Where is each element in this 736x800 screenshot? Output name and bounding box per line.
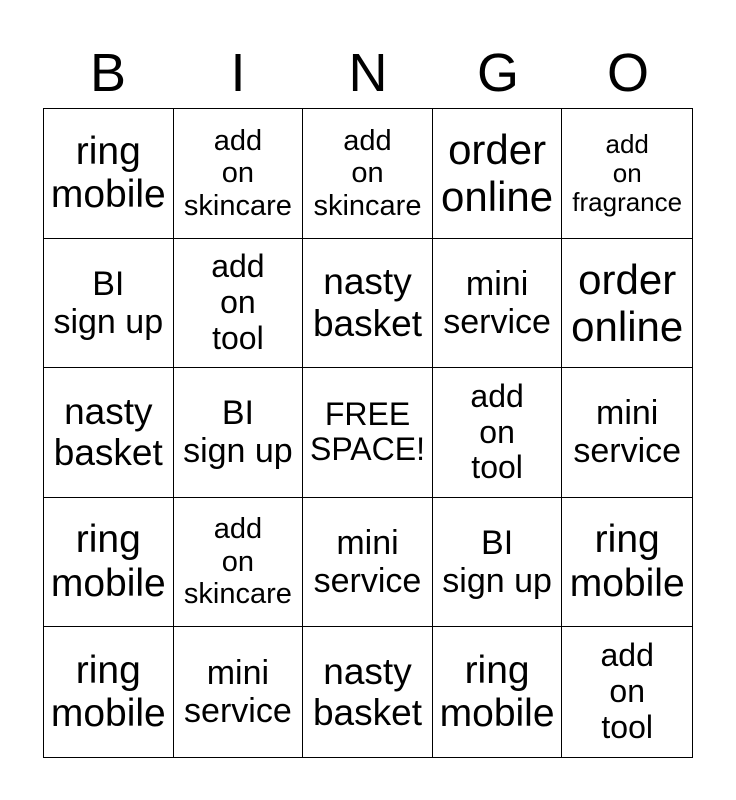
bingo-cell-text: on xyxy=(221,545,255,578)
bingo-cell-text: order xyxy=(578,255,677,303)
bingo-cell-text: basket xyxy=(312,302,422,344)
bingo-cell-text: on xyxy=(351,157,384,190)
bingo-cell-text: tool xyxy=(471,449,523,486)
header-letter-o: O xyxy=(606,43,649,103)
bingo-cell-text: ring xyxy=(75,518,141,562)
bingo-cell-text: mobile xyxy=(50,173,166,217)
bingo-cell-text: mini xyxy=(206,654,270,693)
bingo-cell[interactable] xyxy=(433,498,563,628)
bingo-cell-free-space[interactable] xyxy=(303,368,433,498)
bingo-cell-text: nasty xyxy=(323,650,412,692)
bingo-cell-text: online xyxy=(441,173,554,221)
bingo-cell[interactable] xyxy=(303,498,433,628)
bingo-cell-text: SPACE! xyxy=(309,431,425,468)
header-letter-i: I xyxy=(230,43,246,103)
bingo-cell[interactable] xyxy=(562,368,692,498)
header-letter-b: B xyxy=(89,43,127,103)
bingo-cell-text: add xyxy=(470,377,524,414)
bingo-cell-text: nasty xyxy=(64,391,153,433)
bingo-cell-text: fragrance xyxy=(572,186,683,217)
bingo-cell[interactable] xyxy=(562,109,692,239)
bingo-cell[interactable] xyxy=(433,627,563,757)
bingo-cell[interactable] xyxy=(44,239,174,369)
bingo-cell-text: add xyxy=(213,124,263,157)
bingo-cell-text: mobile xyxy=(439,692,555,736)
bingo-cell-text: service xyxy=(313,562,422,601)
bingo-cell[interactable] xyxy=(174,109,304,239)
bingo-cell[interactable] xyxy=(562,239,692,369)
bingo-cell-text: mobile xyxy=(50,692,166,736)
bingo-header xyxy=(43,40,693,106)
bingo-cell-text: online xyxy=(571,302,684,350)
bingo-cell-text: mobile xyxy=(569,562,685,606)
bingo-cell-text: ring xyxy=(594,518,660,562)
bingo-cell-text: on xyxy=(609,673,645,710)
bingo-cell-text: on xyxy=(220,283,256,320)
bingo-cell-text: basket xyxy=(312,692,422,734)
bingo-cell[interactable] xyxy=(303,109,433,239)
bingo-cell-text: basket xyxy=(53,432,163,474)
bingo-grid xyxy=(43,108,693,758)
bingo-cell[interactable] xyxy=(303,627,433,757)
bingo-cell-text: BI xyxy=(92,264,125,303)
bingo-cell[interactable] xyxy=(174,498,304,628)
bingo-cell[interactable] xyxy=(562,627,692,757)
bingo-cell-text: on xyxy=(612,157,642,188)
bingo-cell-text: mini xyxy=(465,264,529,303)
bingo-cell-text: on xyxy=(221,157,255,190)
bingo-cell-text: service xyxy=(184,692,292,731)
bingo-cell-text: skincare xyxy=(313,189,422,222)
bingo-cell-text: mini xyxy=(336,524,399,563)
bingo-cell-text: BI xyxy=(481,524,514,563)
bingo-cell[interactable] xyxy=(174,627,304,757)
bingo-cell-text: mobile xyxy=(50,562,166,606)
bingo-cell-text: tool xyxy=(212,319,264,356)
bingo-cell-text: add xyxy=(600,637,654,674)
bingo-cell-text: ring xyxy=(75,129,141,173)
bingo-cell[interactable] xyxy=(433,368,563,498)
bingo-cell[interactable] xyxy=(303,239,433,369)
bingo-cell-text: skincare xyxy=(183,578,292,611)
bingo-cell[interactable] xyxy=(562,498,692,628)
bingo-cell[interactable] xyxy=(44,368,174,498)
bingo-cell[interactable] xyxy=(433,109,563,239)
bingo-cell-text: sign up xyxy=(442,562,552,601)
bingo-cell-text: service xyxy=(443,302,551,341)
bingo-cell[interactable] xyxy=(433,239,563,369)
header-letter-g: G xyxy=(476,43,519,103)
bingo-cell-text: order xyxy=(448,126,547,174)
bingo-cell-text: add xyxy=(605,128,649,159)
bingo-cell-text: add xyxy=(211,248,265,285)
bingo-cell[interactable] xyxy=(44,109,174,239)
bingo-cell-text: nasty xyxy=(323,261,412,303)
bingo-cell-text: add xyxy=(213,513,263,546)
bingo-cell-text: tool xyxy=(601,709,653,746)
bingo-cell-text: skincare xyxy=(183,189,292,222)
header-letter-n: N xyxy=(348,43,388,103)
bingo-cell-text: ring xyxy=(75,648,141,692)
bingo-cell-text: on xyxy=(479,413,515,450)
bingo-cell-text: FREE xyxy=(324,395,411,432)
bingo-cell-text: ring xyxy=(464,648,530,692)
bingo-cell-text: mini xyxy=(596,394,659,433)
bingo-cell-text: service xyxy=(573,432,682,471)
bingo-cell[interactable] xyxy=(174,368,304,498)
bingo-cell-text: add xyxy=(343,124,392,157)
bingo-cell-text: sign up xyxy=(53,302,164,341)
bingo-cell-text: BI xyxy=(221,394,254,433)
bingo-cell[interactable] xyxy=(44,627,174,757)
bingo-cell[interactable] xyxy=(174,239,304,369)
bingo-cell[interactable] xyxy=(44,498,174,628)
bingo-cell-text: sign up xyxy=(183,432,293,471)
